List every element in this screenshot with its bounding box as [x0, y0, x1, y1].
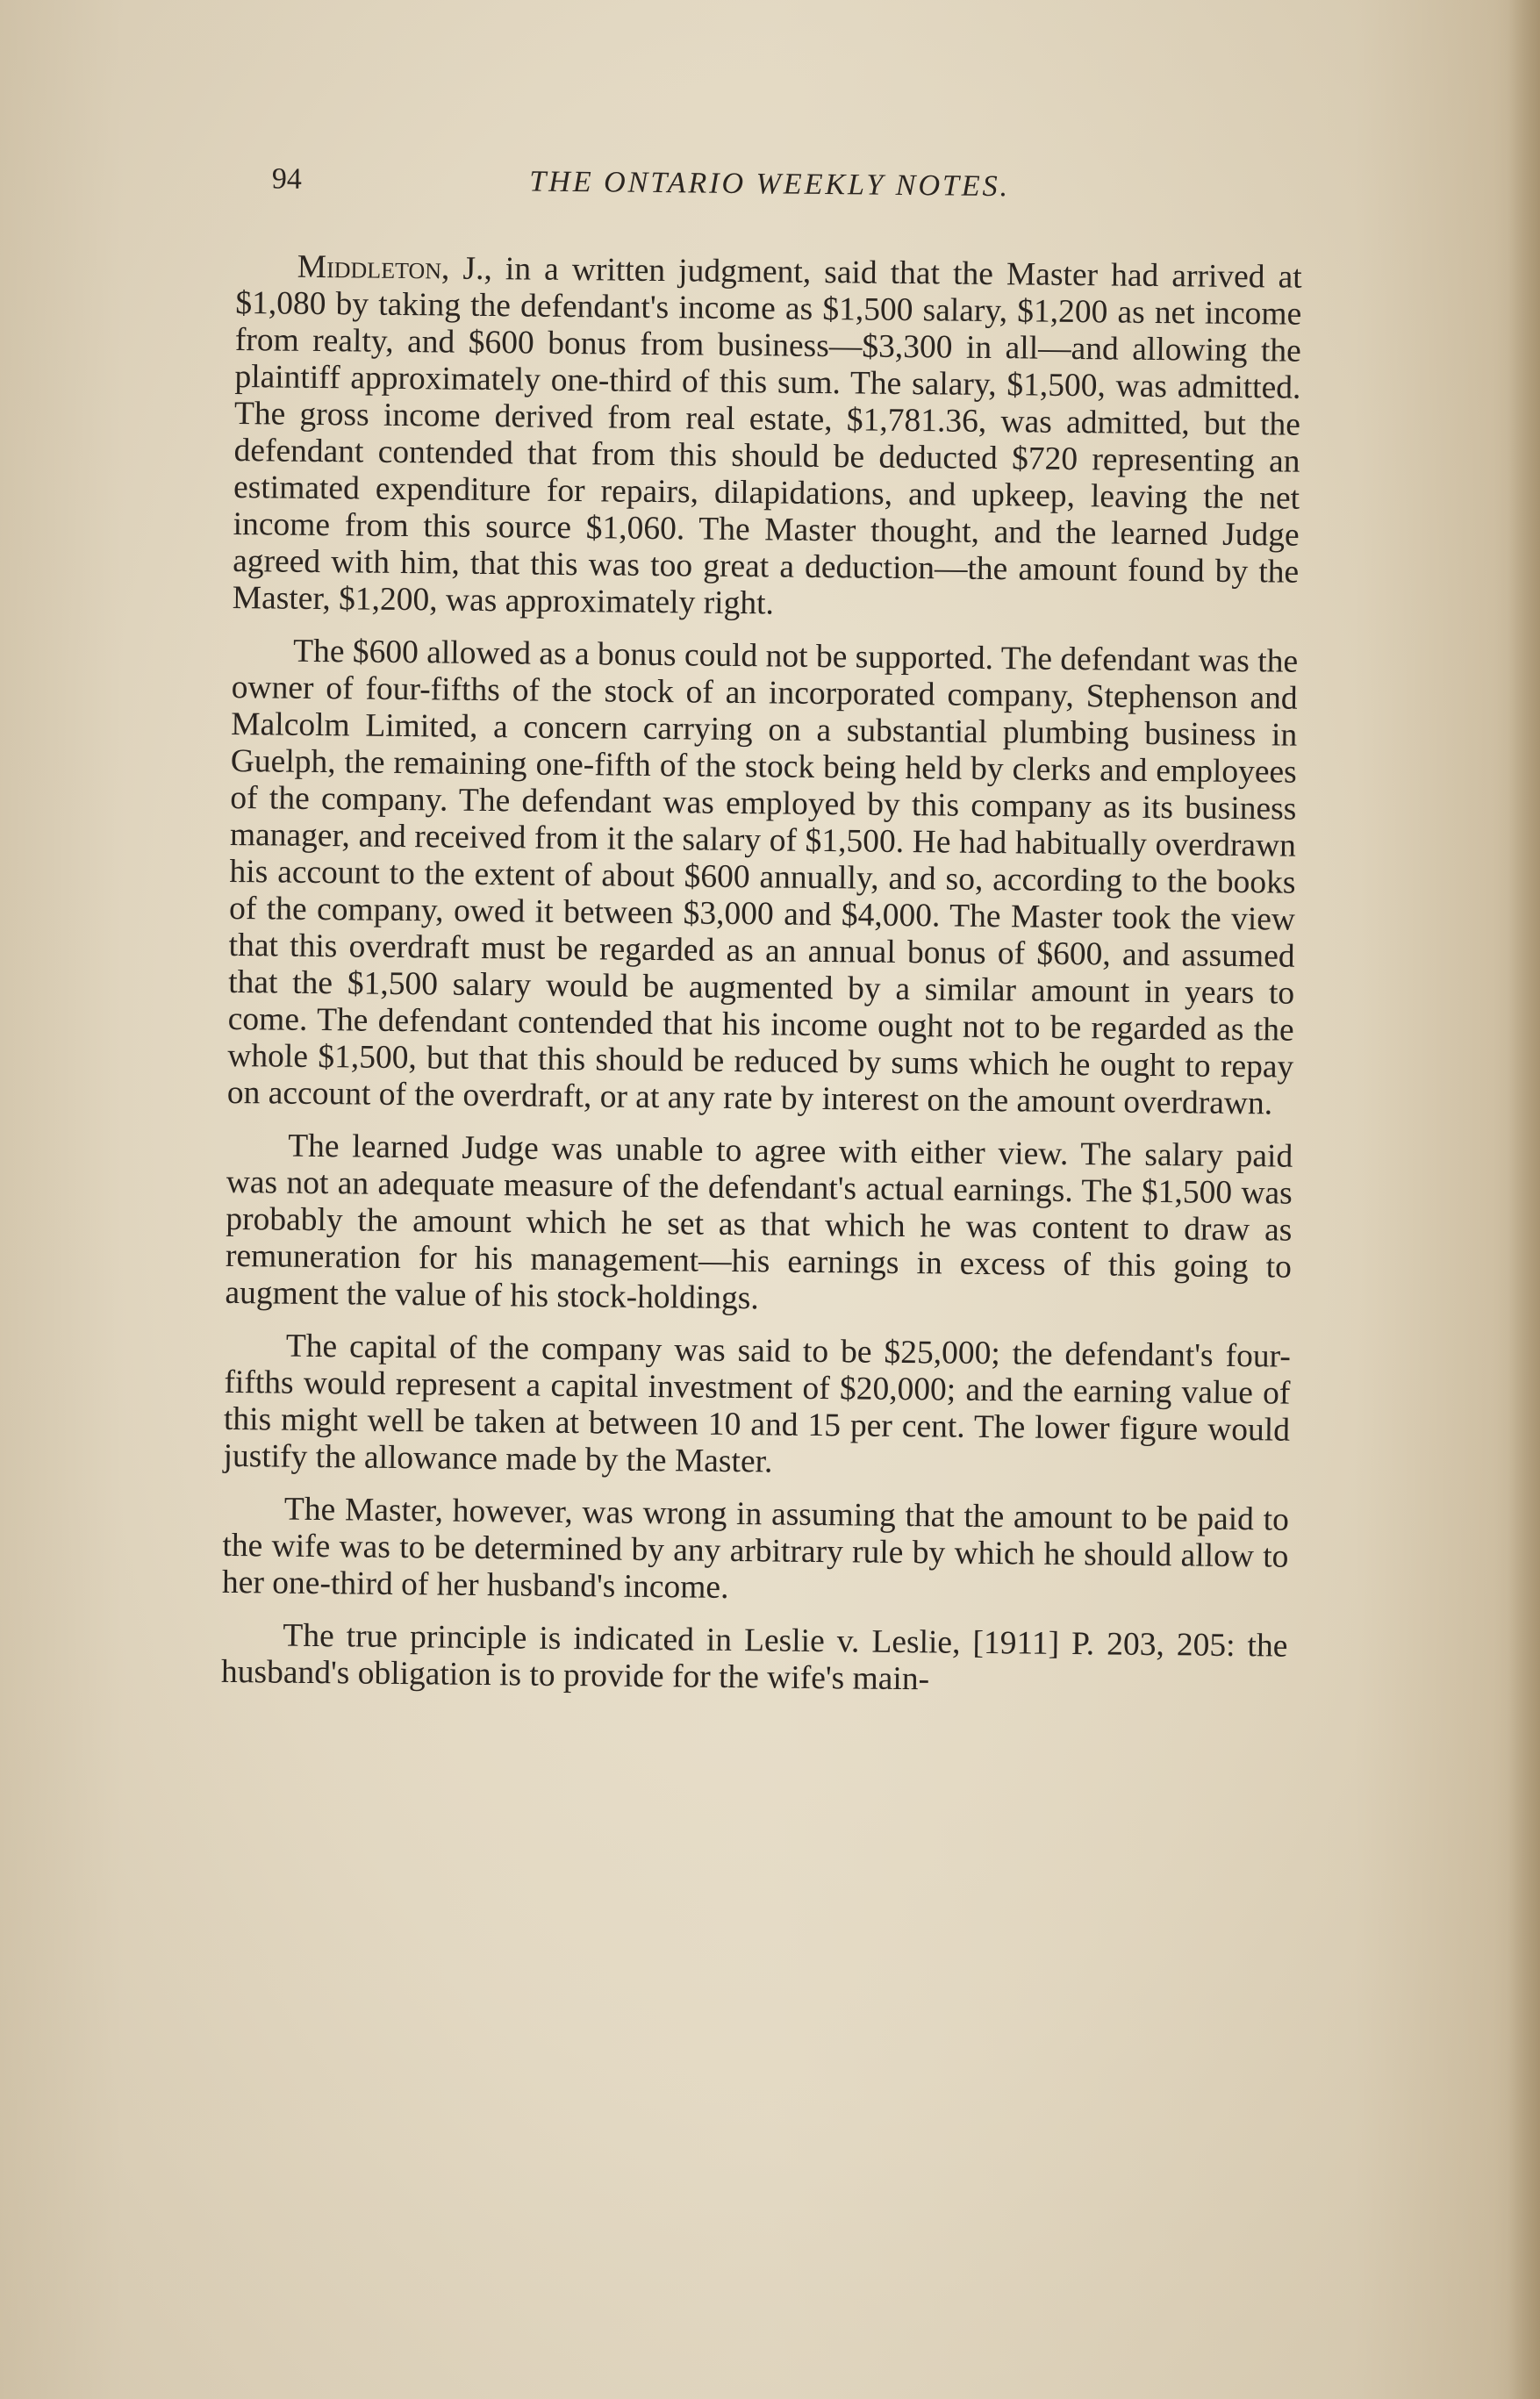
paragraph-1-text: , in a written judgment, said that the Master had arrived at $1,080 by taking the defendant's income as $1,500 salary, $1,200 as net income from realty, and $600 bonus from business—$3,300 in all—and allowing the plaintiff approximately one-third of this sum. The salary, $1,500, was admitted. The gross income derived from real estate, $1,781.36, was admitted, but the defendant contended that from this should be deducted $720 representing an estimated expenditure for repairs, dilapidations, and upkeep, leaving the net income from this source $1,060. The Master thought, and the learned Judge agreed with him, that this was too great a deduction—the amount found by the Master, $1,200, was approximately right. — [232, 250, 1302, 622]
page-edge-shadow — [1508, 0, 1540, 2399]
paragraph-4: The capital of the company was said to be $25,000; the defendant's four-fifths would represent a capital investment of $20,000; and the earning value of this might well be taken at between 10 and 15 per cent. The lower figure would justify the allowance made by the Master. — [223, 1328, 1292, 1480]
paragraph-5: The Master, however, was wrong in assuming that the amount to be paid to the wife was to be determined by any arbitrary rule by which he should allow to her one-third of her husband's income. — [221, 1491, 1290, 1606]
journal-title: THE ONTARIO WEEKLY NOTES. — [529, 165, 1011, 204]
page-number: 94 — [271, 162, 302, 196]
paragraph-1 — [233, 248, 1302, 628]
running-head — [236, 162, 1303, 226]
page-text-block — [221, 162, 1303, 1718]
judge-name: Middleton, J. — [297, 248, 484, 287]
paragraph-3: The learned Judge was unable to agree with either view. The salary paid was not an adequate measure of the defendant's actual earnings. The $1,500 was probably the amount which he set as that which he was content to draw as remuneration for his management—his earnings in excess of this going to augment the value of his stock-holdings. — [225, 1128, 1293, 1317]
paragraph-6: The true principle is indicated in Leslie v. Leslie, [1911] P. 203, 205: the husband's obligation is to provide for the wife's main- — [220, 1617, 1288, 1698]
paragraph-2: The $600 allowed as a bonus could not be supported. The defendant was the owner of four-fifths of the stock of an incorporated company, Stephenson and Malcolm Limited, a concern carrying on a substantial plumbing business in Guelph, the remaining one-fifth of the stock being held by clerks and employees of the company. The defendant was employed by this company as its business manager, and received from it the salary of $1,500. He had habitually overdrawn his account to the extent of about $600 annually, and so, according to the books of the company, owed it between $3,000 and $4,000. The Master took the view that this overdraft must be regarded as an annual bonus of $600, and assumed that the $1,500 salary would be augmented by a similar amount in years to come. The defendant contended that his income ought not to be regarded as the whole $1,500, but that this should be reduced by sums which he ought to repay on account of the overdraft, or at any rate by interest on the amount overdrawn. — [226, 633, 1299, 1122]
